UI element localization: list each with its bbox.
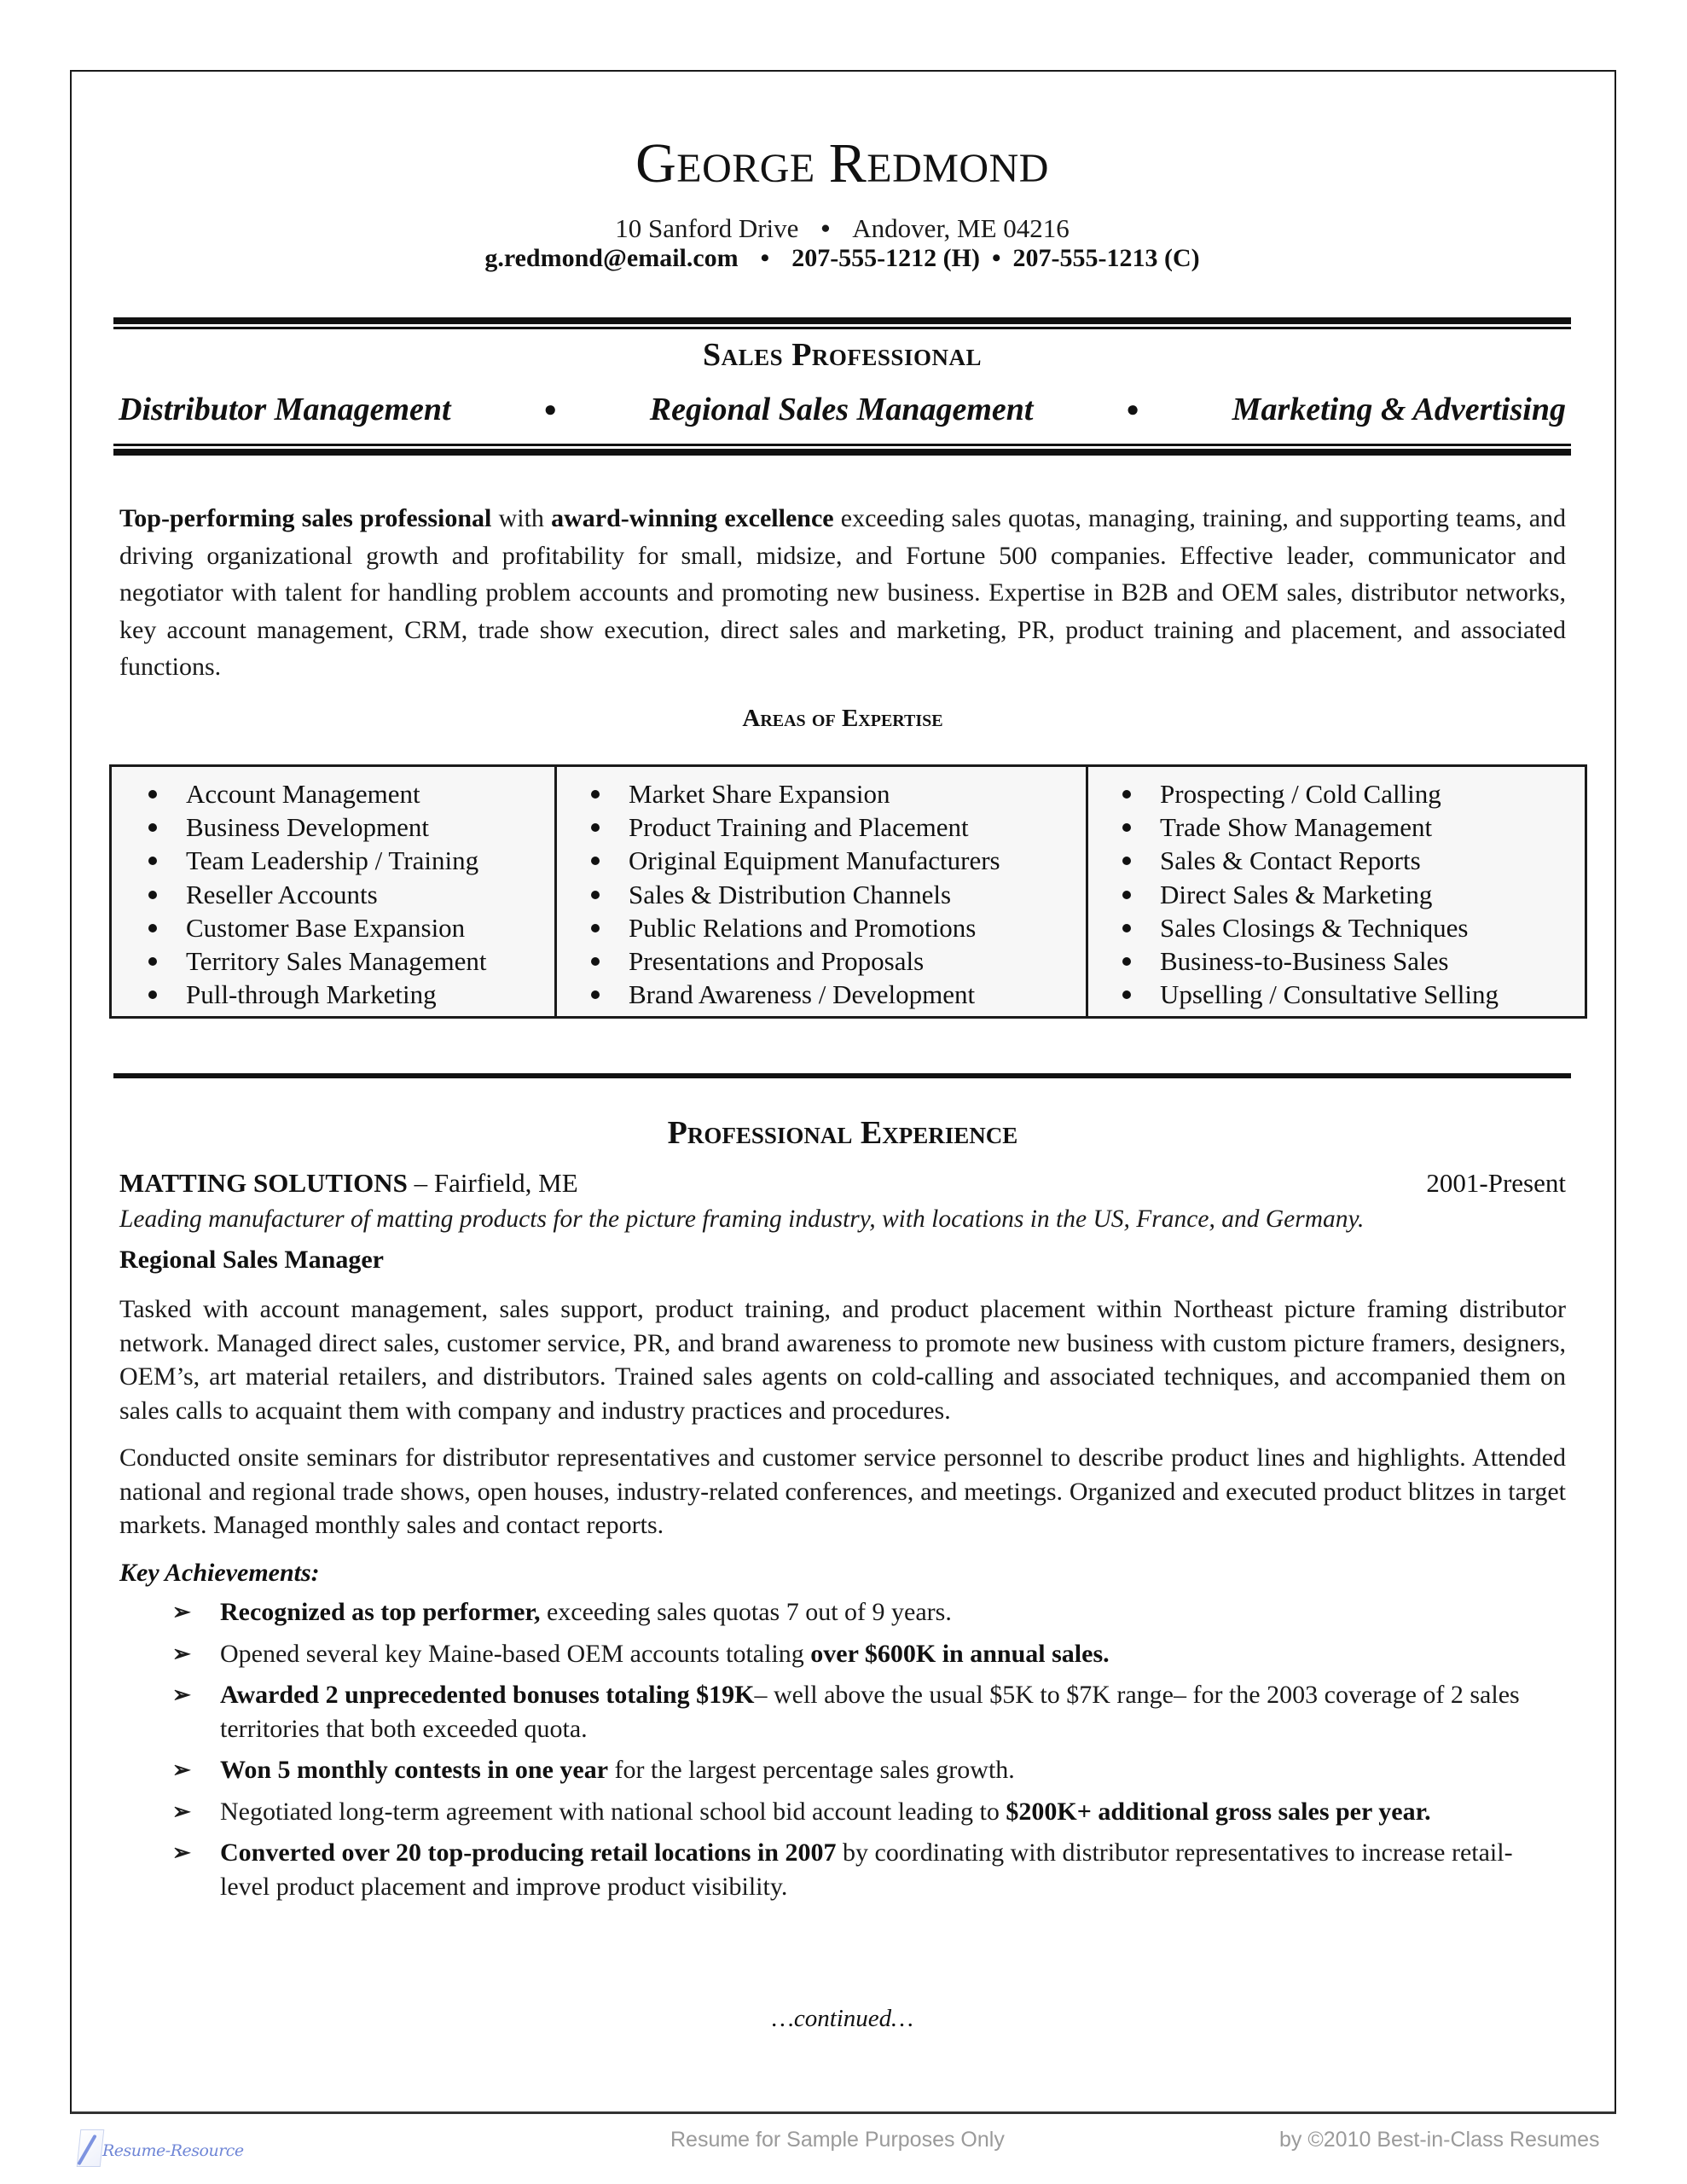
summary-paragraph: Top-performing sales professional with award-winning excellence exceeding sales quotas, managing, training, and supporting teams, and driving organizational growth and profitability for small, midsize, and Fortune 500 companies. Effective leader, communicator and negotiator with talent for handling problem accounts and promoting new business. Expertise in B2B and OEM sales, distributor networks, key account management, CRM, trade show execution, direct sales and marketing, PR, product training and placement, and associated functions. <box>119 504 1567 681</box>
expertise-item: Trade Show Management <box>1088 810 1585 844</box>
phone-home: 207-555-1212 (H) <box>791 244 980 272</box>
key-achievements-label: Key Achievements: <box>119 1559 320 1587</box>
bullet-icon <box>591 924 600 932</box>
achievement-item: ➢ Recognized as top performer, exceeding sales quotas 7 out of 9 years. <box>119 1595 1566 1629</box>
expertise-item: Product Training and Placement <box>557 810 1086 844</box>
arrow-bullet-icon: ➢ <box>172 1600 191 1624</box>
bullet-icon <box>591 823 600 832</box>
expertise-item: Territory Sales Management <box>112 944 554 978</box>
bullet-separator: • <box>820 213 831 243</box>
bullet-icon <box>1122 857 1131 865</box>
achievement-item: ➢ Negotiated long-term agreement with national school bid account leading to $200K+ additional gross sales per year. <box>119 1795 1566 1829</box>
address-street: 10 Sanford Drive <box>615 213 799 243</box>
expertise-item: Public Relations and Promotions <box>557 911 1086 944</box>
section-divider <box>113 1073 1571 1078</box>
expertise-item: Reseller Accounts <box>112 878 554 911</box>
company-description: Leading manufacturer of matting products for the picture framing industry, with locations in the US, France, and Germany. <box>119 1205 1365 1233</box>
achievement-item: ➢ Opened several key Maine-based OEM accounts totaling over $600K in annual sales. <box>119 1637 1566 1671</box>
candidate-name: GEORGE REDMOND <box>635 132 1049 195</box>
expertise-item: Original Equipment Manufacturers <box>557 845 1086 878</box>
bullet-icon <box>1122 957 1131 966</box>
achievement-item: ➢ Converted over 20 top-producing retail locations in 2007 by coordinating with distributor representatives to increase retail-level product placement and improve product visibility. <box>119 1836 1566 1903</box>
expertise-item: Brand Awareness / Development <box>557 979 1086 1012</box>
expertise-column <box>554 767 1086 1016</box>
bullet-separator: ● <box>1126 397 1139 421</box>
areas-of-expertise-title: Areas of Expertise <box>742 705 943 732</box>
achievements-list <box>119 1595 1566 1911</box>
expertise-column <box>112 767 554 1016</box>
specialty-item: Distributor Management <box>119 392 451 427</box>
bullet-icon <box>148 790 157 799</box>
achievement-item: ➢ Won 5 monthly contests in one year for the largest percentage sales growth. <box>119 1753 1566 1787</box>
arrow-bullet-icon: ➢ <box>172 1757 191 1782</box>
company-heading: MATTING SOLUTIONS – Fairfield, ME <box>119 1168 578 1198</box>
expertise-item: Sales & Distribution Channels <box>557 878 1086 911</box>
bullet-icon <box>148 924 157 932</box>
bullet-icon <box>591 957 600 966</box>
phone-cell: 207-555-1213 (C) <box>1012 244 1200 272</box>
bullet-icon <box>148 823 157 832</box>
continued-note: …continued… <box>772 2005 913 2032</box>
company-row <box>119 1168 1566 1199</box>
expertise-item: Business Development <box>112 810 554 844</box>
bullet-icon <box>1122 990 1131 999</box>
footer-disclaimer: Resume for Sample Purposes Only <box>670 2128 1005 2152</box>
expertise-item: Pull-through Marketing <box>112 979 554 1012</box>
expertise-item: Business-to-Business Sales <box>1088 944 1585 978</box>
bullet-icon <box>591 990 600 999</box>
bullet-icon <box>148 891 157 899</box>
achievement-item: ➢ Awarded 2 unprecedented bonuses totaling $19K– well above the usual $5K to $7K range– for the 2003 coverage of 2 sales territories that both exceeded quota. <box>119 1678 1566 1745</box>
resume-body <box>119 0 1566 2116</box>
bullet-icon <box>591 790 600 799</box>
job-paragraph: Conducted onsite seminars for distributor representatives and customer service personnel to describe product lines and highlights. Attended national and regional trade shows, open houses, industry-related conferences, and meetings. Organized and executed product blitzes in target markets. Managed monthly sales and contact reports. <box>119 1443 1566 1539</box>
experience-title: Professional Experience <box>667 1115 1018 1151</box>
job-paragraph: Tasked with account management, sales support, product training, and product placement within Northeast picture framing distributor network. Managed direct sales, customer service, PR, and brand awareness to promote new business with custom picture framers, designers, OEM’s, art material retailers, and distributors. Trained sales agents on cold-calling and associated techniques, and accompanied them on sales calls to acquaint them with company and industry practices and procedures. <box>119 1295 1566 1425</box>
logo-text: Resume-Resource <box>102 2141 244 2160</box>
bullet-icon <box>1122 823 1131 832</box>
arrow-bullet-icon: ➢ <box>172 1682 191 1707</box>
bullet-icon <box>1122 790 1131 799</box>
expertise-item: Team Leadership / Training <box>112 845 554 878</box>
bullet-icon <box>591 891 600 899</box>
job-dates: 2001-Present <box>1426 1168 1566 1198</box>
address-city: Andover, ME 04216 <box>852 213 1070 243</box>
bullet-icon <box>591 857 600 865</box>
arrow-bullet-icon: ➢ <box>172 1840 191 1865</box>
bullet-icon <box>148 857 157 865</box>
expertise-item: Account Management <box>112 777 554 810</box>
bullet-icon <box>148 990 157 999</box>
expertise-item: Sales Closings & Techniques <box>1088 911 1585 944</box>
expertise-item: Sales & Contact Reports <box>1088 845 1585 878</box>
bullet-separator: • <box>760 244 770 272</box>
areas-of-expertise-table <box>109 764 1587 1019</box>
expertise-item: Market Share Expansion <box>557 777 1086 810</box>
expertise-item: Direct Sales & Marketing <box>1088 878 1585 911</box>
expertise-column <box>1086 767 1585 1016</box>
expertise-item: Customer Base Expansion <box>112 911 554 944</box>
headline-title: Sales Professional <box>703 337 982 373</box>
arrow-bullet-icon: ➢ <box>172 1798 191 1824</box>
arrow-bullet-icon: ➢ <box>172 1641 191 1666</box>
specialty-item: Regional Sales Management <box>649 392 1034 427</box>
specialty-item: Marketing & Advertising <box>1232 392 1566 427</box>
resume-resource-logo[interactable] <box>78 2129 244 2172</box>
bullet-icon <box>148 957 157 966</box>
bullet-separator: ● <box>543 397 558 421</box>
expertise-item: Upselling / Consultative Selling <box>1088 979 1585 1012</box>
expertise-item: Presentations and Proposals <box>557 944 1086 978</box>
bullet-separator: • <box>991 244 1001 272</box>
page-footer <box>0 2119 1687 2184</box>
email-link[interactable]: g.redmond@email.com <box>484 244 739 272</box>
footer-copyright: by ©2010 Best-in-Class Resumes <box>1279 2128 1600 2152</box>
job-title: Regional Sales Manager <box>119 1246 384 1274</box>
expertise-item: Prospecting / Cold Calling <box>1088 777 1585 810</box>
bullet-icon <box>1122 891 1131 899</box>
bullet-icon <box>1122 924 1131 932</box>
